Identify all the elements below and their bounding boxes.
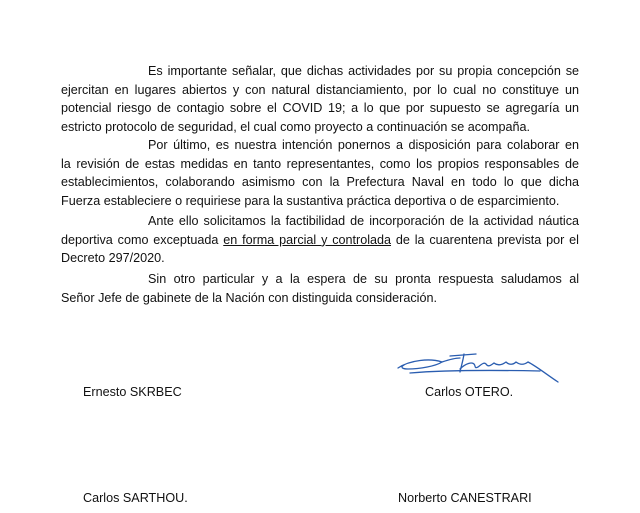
text-line: [61, 231, 579, 250]
paragraph-activities: [61, 62, 579, 136]
paragraph-request: [61, 212, 579, 268]
text-line: Ante ello solicitamos la factibilidad de incorporación de la actividad náutica: [148, 214, 579, 228]
text-line: Sin otro particular y a la espera de su pronta respuesta saludamos al: [148, 272, 579, 286]
text-line: Decreto 297/2020.: [61, 251, 165, 266]
signatory-name-skrbec: Ernesto SKRBEC: [83, 385, 182, 399]
paragraph-closing: [61, 270, 579, 307]
signatory-name-otero: Carlos OTERO.: [425, 385, 514, 399]
text-line: potencial riesgo de contagio sobre el COVID 19; a lo que por supuesto se agregaría un: [61, 101, 579, 116]
handwritten-signature-otero: [390, 336, 580, 386]
text-line: Señor Jefe de gabinete de la Nación con distinguida consideración.: [61, 290, 437, 305]
text-fragment: deportiva como exceptuada: [61, 232, 224, 247]
text-fragment: de la cuarentena prevista por el: [391, 232, 579, 247]
text-line: estricto protocolo de seguridad, el cual como proyecto a continuación se acompaña.: [61, 119, 531, 134]
signatory-name-canestrari: Norberto CANESTRARI: [398, 491, 532, 505]
text-line: Es importante señalar, que dichas actividades por su propia concepción se: [148, 64, 579, 78]
paragraph-collaboration: [61, 136, 579, 210]
underlined-phrase: en forma parcial y controlada: [223, 232, 392, 247]
text-line: Fuerza estableciere o requiriese para la sustantiva práctica deportiva o de esparcimiento.: [61, 193, 560, 208]
signatory-name-sarthou: Carlos SARTHOU.: [83, 491, 188, 505]
text-line: establecimientos, colaborando asimismo con la Prefectura Naval en todo lo que dicha: [61, 175, 579, 190]
text-line: ejercitan en lugares abiertos y con natural distanciamiento, por lo cual no constituye un: [61, 82, 579, 97]
text-line: Por último, es nuestra intención ponernos a disposición para colaborar en: [148, 138, 579, 152]
text-line: la revisión de estas medidas en tanto representantes, como los propios responsables de: [61, 156, 579, 171]
